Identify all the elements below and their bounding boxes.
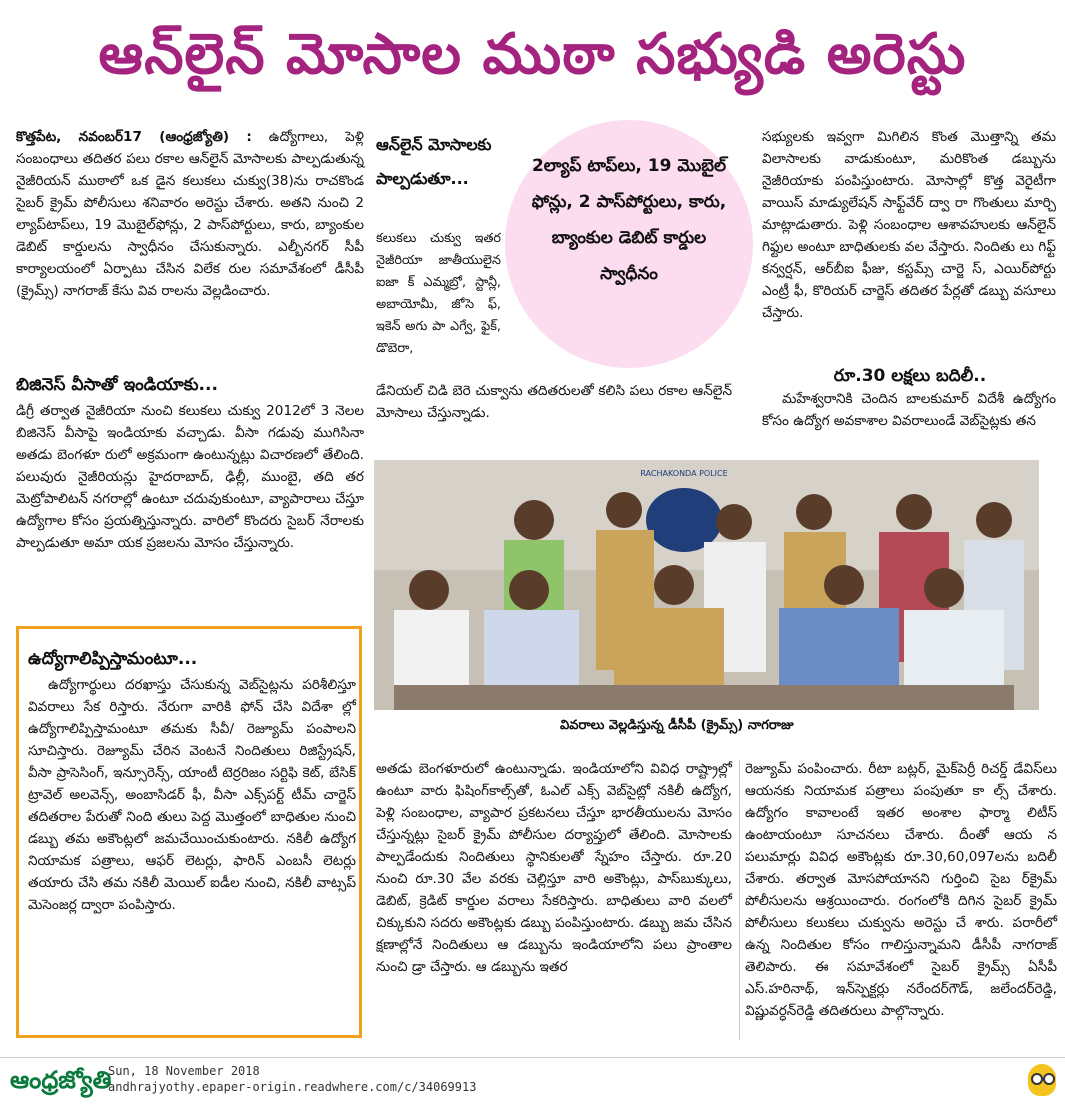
press-meet-photo-illustration (374, 460, 1039, 710)
transfer-subhead: రూ.30 లక్షలు బదిలీ.. (833, 366, 987, 386)
transfer-paragraph: మహేశ్వరానికి చెందిన బాలకుమార్ విదేశీ ఉద్యోగం కోసం ఉద్యోగ అవకాశాల వివరాలుండే వెబ్‌సైట్లకు తన (762, 391, 1056, 429)
jobs-subhead: ఉద్యోగాలిప్పిస్తామంటూ... (28, 649, 198, 669)
andhrajyothy-logo: ఆంధ్రజ్యోతి (10, 1066, 112, 1094)
bottom-middle-paragraph: అతడు బెంగళూరులో ఉంటున్నాడు. ఇండియాలోని వివిధ రాష్ట్రాల్లో ఉంటూ వారు ఫిషింగ్‌కాల్స్‌తో, ఓఎల్ ఎక్స్ వెబ్‌సైట్లో నకిలీ ఉద్యోగ, పెళ్లి సంబంధాల, వ్యాపార ప్రకటనలు చేస్తూ భారతీయులను మోసం చేస్తున్నట్లు సైబర్ క్రైమ్ పోలీసుల దర్యాప్తులో తేలింది. మోసాలకు పాల్పడేందుకు నిందితులు స్థానికులతో స్నేహం చేస్తారు. రూ.20 నుంచి రూ.30 వేల వరకు చెల్లిస్తూ వారి అకౌంట్లు, పాస్‌బుక్కులు, డెబిట్, క్రెడిట్ కార్డుల వరాలు సేకరిస్తారు. బాధితులు వారి వలలో చిక్కుకుని సదరు అకౌంట్లకు డబ్బు పంపిస్తుంటారు. డబ్బు జమ చేసిన క్షణాల్లోనే నిందితులు ఆ డబ్బును ఇండియాలోని పలు ప్రాంతాల నుంచి డ్రా చేస్తారు. ఆ డబ్బును ఇతర (376, 761, 732, 975)
online-fraud-paragraph-tail: డేనియల్ చిడి బెరె చుక్వాను తదితరులతో కలిసి పలు రకాల ఆన్‌లైన్ మోసాలు చేస్తున్నాడు. (376, 383, 732, 421)
jobs-box-content (28, 648, 356, 916)
highlight-circle-text: 2ల్యాప్ టాప్‌లు, 19 మొబైల్ ఫోన్లు, 2 పాస్‌పోర్టులు, కారు, బ్యాంకుల డెబిట్ కార్డుల స్వాధీనం (531, 156, 727, 284)
column-divider (739, 760, 740, 1040)
owl-icon (1028, 1064, 1056, 1096)
online-fraud-subhead: ఆన్‌లైన్ మోసాలకు పాల్పడుతూ... (376, 135, 492, 188)
press-meet-photo (374, 460, 1039, 710)
headline: ఆన్‌లైన్ మోసాల ముఠా సభ్యుడి అరెస్టు (98, 21, 967, 87)
footer-date: Sun, 18 November 2018 (108, 1064, 260, 1078)
dateline: కొత్తపేట, నవంబర్17 (ఆంధ్రజ్యోతి) : (16, 129, 252, 145)
col1-intro (16, 126, 364, 302)
intro-paragraph: ఉద్యోగాలు, పెళ్లి సంబంధాలు తదితర పలు రకాల ఆన్‌లైన్ మోసాలకు పాల్పడుతున్న నైజీరియన్ ముఠాలో ఒక డైన కలుకలు చుక్వు(38)ను రాచకొండ సైబర్ క్రైమ్ పోలీసులు శనివారం అరెస్టు చేశారు. అతని నుంచి 2 ల్యాప్‌టాప్‌లు, 19 మొబైల్‌ఫోన్లు, 2 పాస్‌పోర్టులు, కారు, బ్యాంకుల డెబిట్ కార్డులను స్వాధీనం చేసుకున్నారు. ఎల్బీనగర్ సీపీ కార్యాలయంలో ఏర్పాటు చేసిన విలేక రుల సమావేశంలో డీసీపీ (క్రైమ్స్) నాగరాజ్ కేసు వివ రాలను వెల్లడించారు. (16, 129, 364, 299)
owl-left-eye (1031, 1073, 1043, 1085)
business-visa-paragraph: డిగ్రీ తర్వాత నైజీరియా నుంచి కలుకలు చుక్వు 2012లో 3 నెలల బిజినెస్ వీసాపై ఇండియాకు వచ్చాడు. వీసా గడువు ముగిసినా అతడు బెంగళూ రులో అక్రమంగా ఉంటున్నట్లు విచారణలో తేలింది. పలువురు నైజీరియన్లు హైదరాబాద్, ఢిల్లీ, ముంబై, తది తర మెట్రోపాలిటన్ నగరాల్లో ఉంటూ చదువుకుంటూ, వ్యాపారాలు చేస్తూ ఉద్యోగాల కోసం ప్రయత్నిస్తున్నారు. వారిలో కొందరు సైబర్ నేరాలకు పాల్పడుతూ అమా యక ప్రజలను మోసం చేస్తున్నారు. (16, 403, 364, 551)
photo-caption: వివరాలు వెల్లడిస్తున్న డీసీపీ (క్రైమ్స్) నాగరాజు (560, 718, 794, 733)
footer-url[interactable]: andhrajyothy.epaper-origin.readwhere.com/c/34069913 (108, 1080, 477, 1094)
business-visa-subhead: బిజినెస్ వీసాతో ఇండియాకు... (16, 375, 218, 395)
police-sign-text: RACHAKONDA POLICE (640, 469, 728, 478)
col3-paragraph: సభ్యులకు ఇవ్వగా మిగిలిన కొంత మొత్తాన్ని తమ విలాసాలకు వాడుకుంటూ, మరికొంత డబ్బును నైజీరియాకు పంపిస్తుంటారు. మోసాల్లో కొత్త వెరైటీగా వాయిస్ మాడ్యులేషన్ సాఫ్ట్‌వేర్ ద్వా రా గొంతులు మార్చి మాట్లాడుతారు. పెళ్లి సంబంధాల ఆశావహులకు ఆన్‌లైన్ గిఫ్టుల అంటూ బాధితులకు వల వేస్తారు. నిందితు లు గిఫ్ట్ కన్వర్షన్, ఆర్‌బీఐ ఫీజు, కస్టమ్స్ చార్జె స్, ఎయిర్‌పోర్టు ఎంట్రీ ఫీ, కొరియర్ చార్జెస్ తదితర పేర్లతో డబ్బు వసూలు చేస్తారు. (762, 129, 1056, 321)
bottom-right-paragraph: రెజ్యూమ్ పంపించారు. రీటా బట్లర్, మైక్‌పెర్రీ రిచర్డ్ డేవిస్‌లు ఆయనకు నియామక పత్రాలు పంపుతూ కా ల్స్ చేశారు. ఉద్యోగం కావాలంటే ఇతర అంశాల ఫార్మా లిటీస్ ఉంటాయంటూ సూచనలు చేశారు. దీంతో ఆయ న పలుమార్లు వివిధ అకౌంట్లకు రూ.30,60,097లను బదిలీ చేశారు. తర్వాత మోసపోయానని గుర్తించి సైబ ర్‌క్రైమ్ పోలీసులను ఆశ్రయించారు. రంగంలోకి దిగిన సైబర్ క్రైమ్ పోలీసులు కలుకలు చుక్వును అరెస్టు చే శారు. పరారీలో ఉన్న నిందితుల కోసం గాలిస్తున్నామని డీసీపీ నాగరాజ్ తెలిపారు. ఈ సమావేశంలో సైబర్ క్రైమ్స్ ఏసీపీ ఎస్.హరినాథ్, ఇన్‌స్పెక్టర్లు నరేందర్‌గౌడ్, జలేందర్‌రెడ్డి, విష్ణువర్ధన్‌రెడ్డి తదితరులు పాల్గొన్నారు. (745, 761, 1057, 1019)
jobs-paragraph: ఉద్యోగార్థులు దరఖాస్తు చేసుకున్న వెబ్‌సైట్లను పరిశీలిస్తూ వివరాలు సేక రిస్తారు. నేరుగా వారికి ఫోన్ చేసి విదేశా ల్లో ఉద్యోగాలిప్పిస్తామంటూ తమకు సీవీ/ రెజ్యూమ్ పంపాలని సూచిస్తారు. రెజ్యూమ్ చేరిన వెంటనే నిందితులు రిజిస్ట్రేషన్, వీసా ప్రాసెసింగ్, ఇన్సూరెన్స్, యాంటీ టెర్రరిజం సర్టిఫి కెట్, బేసిక్ ట్రావెల్ అలవెన్స్, అంబాసిడర్ ఫీ, వీసా ఎక్స్‌పర్ట్ టీమ్ చార్జెస్ తదితరాల పేరుతో నింది తులు పెద్ద మొత్తంలో బాధితుల నుంచి డబ్బు తమ అకౌంట్లలో జమచేయించుకుంటారు. నకిలీ ఉద్యోగ నియామక పత్రాలు, ఆఫర్ లెటర్లు, ఫారిన్ ఎంబసీ లెటర్లు తయారు చేసి తమ నకిలీ మెయిల్ ఐడీల నుంచి, నకిలీ వాట్సప్ మెసెంజర్ల ద్వారా పంపిస్తారు. (28, 677, 356, 913)
col1-section2 (16, 374, 364, 554)
online-fraud-paragraph: కలుకలు చుక్వు ఇతర నైజీరియా జాతీయులైన ఐజా క్ ఎమ్మబ్రో, స్టాన్లీ, అబాయోమీ, జోసె ఫ్, ఇకెన్ అగు పా ఎగ్వే, ఫైక్, డొబెరా, (376, 231, 501, 356)
owl-right-eye (1043, 1073, 1055, 1085)
footer-meta (108, 1063, 476, 1095)
